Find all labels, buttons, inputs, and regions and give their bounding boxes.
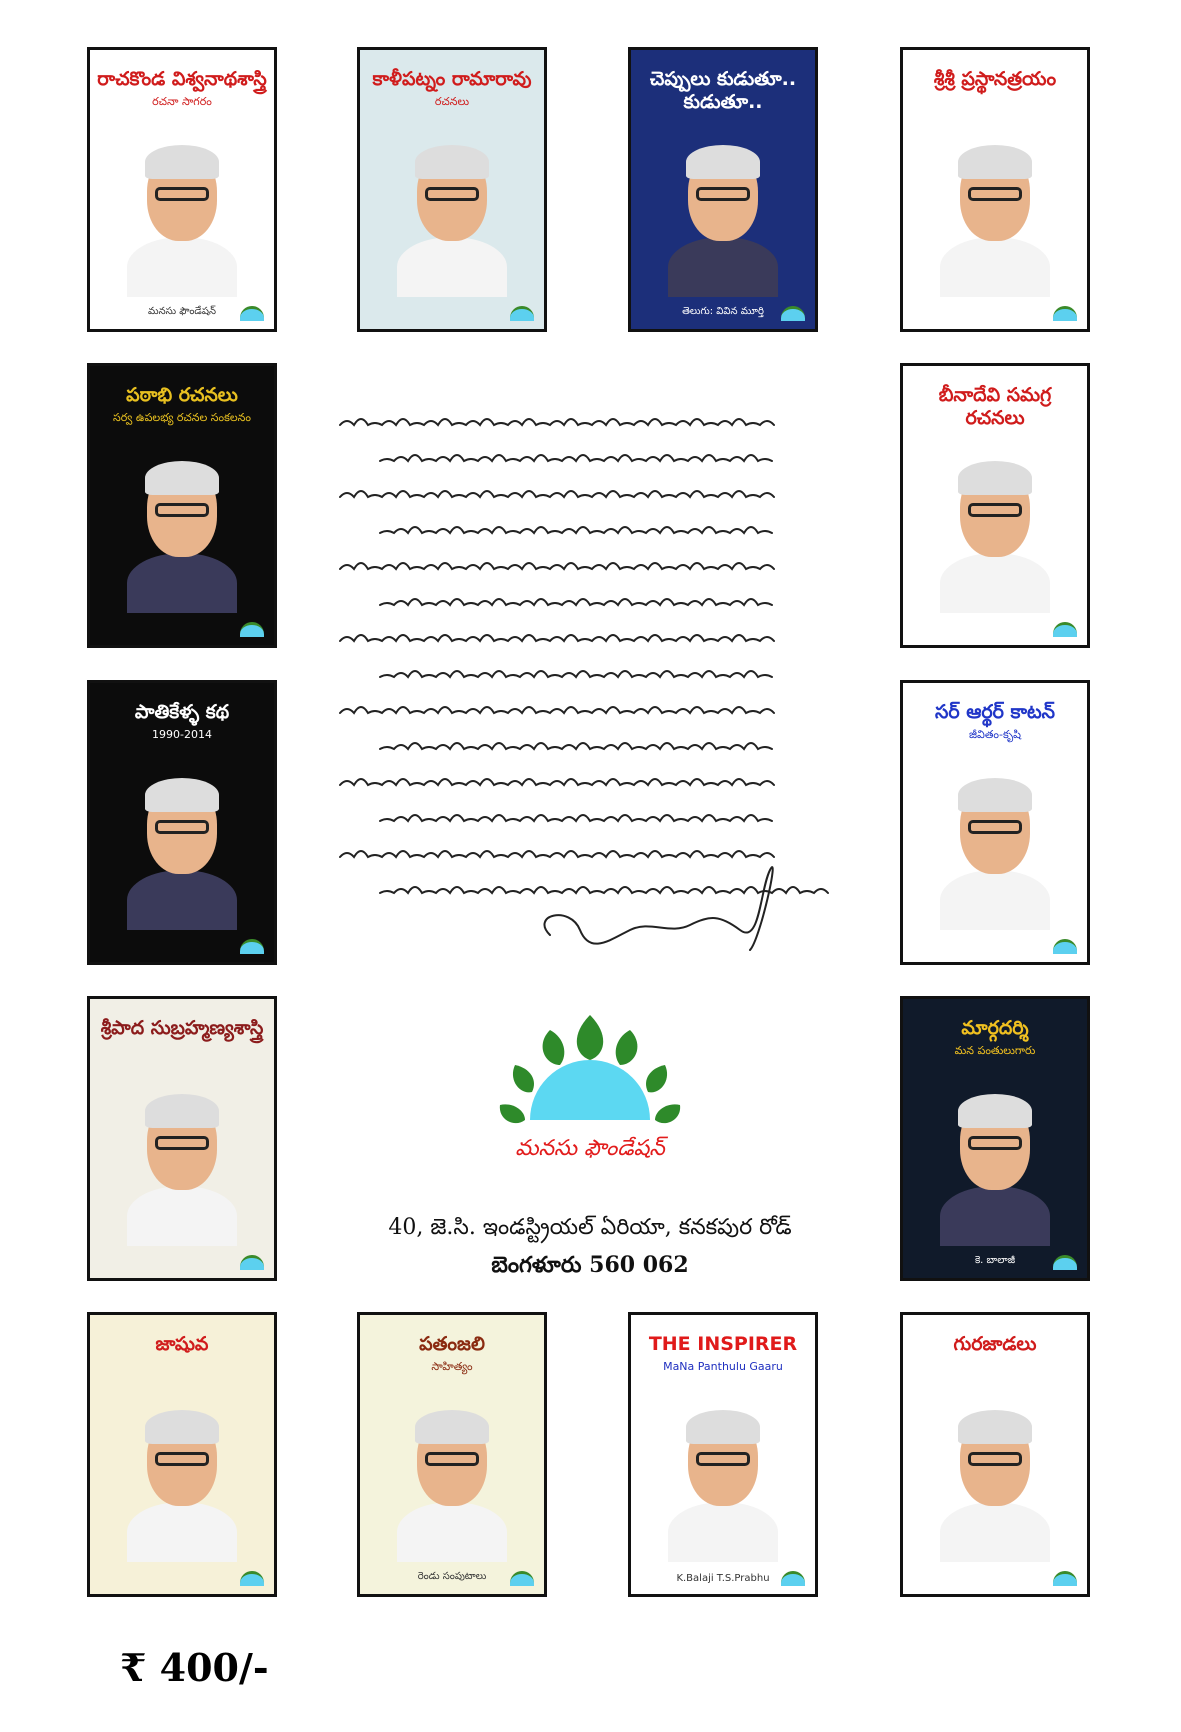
cover-portrait	[397, 1406, 507, 1556]
publisher-mini-logo-icon	[510, 306, 534, 321]
cover-title: పాతికేళ్ళ కథ	[134, 701, 230, 723]
publisher-mini-logo-icon	[240, 939, 264, 954]
handwriting-line	[340, 491, 774, 497]
signature	[544, 867, 772, 950]
book-cover	[87, 1312, 277, 1597]
handwriting-line	[380, 455, 772, 461]
cover-title: మార్గదర్శి	[961, 1017, 1029, 1039]
cover-portrait	[940, 774, 1050, 924]
handwriting-line	[340, 635, 774, 641]
book-cover	[87, 680, 277, 965]
publisher-mini-logo-icon	[1053, 622, 1077, 637]
handwriting-line	[340, 563, 774, 569]
book-cover	[628, 1312, 818, 1597]
cover-title: పతంజలి	[419, 1333, 485, 1355]
cover-portrait	[397, 141, 507, 291]
address-line-1: 40, జె.సి. ఇండస్ట్రియల్ ఏరియా, కనకపుర రోడ్	[388, 1215, 792, 1240]
cover-title: చెప్పులు కుడుతూ.. కుడుతూ..	[649, 68, 797, 113]
cover-title: బీనాదేవి సమగ్ర రచనలు	[938, 384, 1052, 429]
cover-portrait	[940, 457, 1050, 607]
handwriting-line	[340, 779, 774, 785]
cover-subtitle: MaNa Panthulu Gaaru	[663, 1359, 783, 1373]
cover-footer: తెలుగు: వివిన మూర్తి	[682, 306, 764, 317]
publisher-mini-logo-icon	[240, 1571, 264, 1586]
cover-subtitle: 1990-2014	[152, 727, 212, 741]
book-cover	[900, 996, 1090, 1281]
book-cover	[900, 47, 1090, 332]
cover-portrait	[940, 1090, 1050, 1240]
handwriting-line	[340, 707, 774, 713]
cover-subtitle: సర్వ ఉపలభ్య రచనల సంకలనం	[113, 410, 251, 424]
handwriting-scribble	[300, 405, 900, 985]
book-cover	[357, 47, 547, 332]
book-cover	[628, 47, 818, 332]
cover-portrait	[127, 774, 237, 924]
book-cover	[900, 1312, 1090, 1597]
cover-footer: కె. బాలాజీ	[974, 1255, 1016, 1266]
publisher-logo	[490, 1010, 690, 1160]
cover-subtitle: రచనా సాగరం	[152, 94, 212, 108]
publisher-mini-logo-icon	[1053, 306, 1077, 321]
cover-title: రాచకొండ విశ్వనాథశాస్త్రి	[97, 68, 267, 90]
book-cover	[900, 680, 1090, 965]
cover-portrait	[940, 141, 1050, 291]
cover-title: జాషువ	[155, 1333, 209, 1355]
cover-footer: K.Balaji T.S.Prabhu	[676, 1573, 770, 1584]
book-cover	[900, 363, 1090, 648]
cover-title: గురజాడలు	[953, 1333, 1037, 1355]
peepal-sun-icon	[490, 1010, 690, 1130]
cover-portrait	[127, 1090, 237, 1240]
handwritten-note	[300, 405, 900, 985]
handwriting-line	[380, 527, 772, 533]
cover-subtitle: మన పంతులుగారు	[954, 1043, 1036, 1057]
publisher-mini-logo-icon	[1053, 1571, 1077, 1586]
handwriting-line	[380, 815, 772, 821]
address-line-2: బెంగళూరు 560 062	[491, 1252, 689, 1278]
publisher-mini-logo-icon	[240, 622, 264, 637]
cover-title: THE INSPIRER	[648, 1333, 798, 1355]
cover-footer: రెండు సంపుటాలు	[417, 1571, 487, 1582]
book-cover	[87, 996, 277, 1281]
handwriting-line	[380, 671, 772, 677]
cover-portrait	[668, 141, 778, 291]
book-cover	[87, 363, 277, 648]
cover-portrait	[127, 1406, 237, 1556]
publisher-mini-logo-icon	[1053, 939, 1077, 954]
cover-subtitle: జీవితం-కృషి	[969, 727, 1021, 741]
cover-title: శ్రీశ్రీ ప్రస్థానత్రయం	[933, 68, 1057, 90]
price-label: ₹ 400/-	[120, 1645, 269, 1690]
cover-portrait	[127, 141, 237, 291]
publisher-mini-logo-icon	[240, 1255, 264, 1270]
cover-title: పఠాభి రచనలు	[126, 384, 238, 406]
handwriting-line	[380, 743, 772, 749]
cover-title: శ్రీపాద సుబ్రహ్మణ్యశాస్త్రి	[100, 1017, 264, 1039]
book-cover	[87, 47, 277, 332]
cover-portrait	[940, 1406, 1050, 1556]
handwriting-line	[380, 599, 772, 605]
handwriting-line	[380, 887, 828, 893]
cover-title: సర్ ఆర్థర్ కాటన్	[934, 701, 1055, 723]
cover-subtitle: సాహిత్యం	[431, 1359, 473, 1373]
cover-portrait	[127, 457, 237, 607]
cover-portrait	[668, 1406, 778, 1556]
cover-subtitle: రచనలు	[434, 94, 470, 108]
book-cover	[357, 1312, 547, 1597]
publisher-logo-text: మనసు ఫౌండేషన్	[515, 1136, 665, 1161]
cover-title: కాళీపట్నం రామారావు	[372, 68, 532, 90]
handwriting-line	[340, 419, 774, 425]
handwriting-line	[340, 851, 774, 857]
cover-footer: మనసు ఫౌండేషన్	[148, 306, 216, 317]
